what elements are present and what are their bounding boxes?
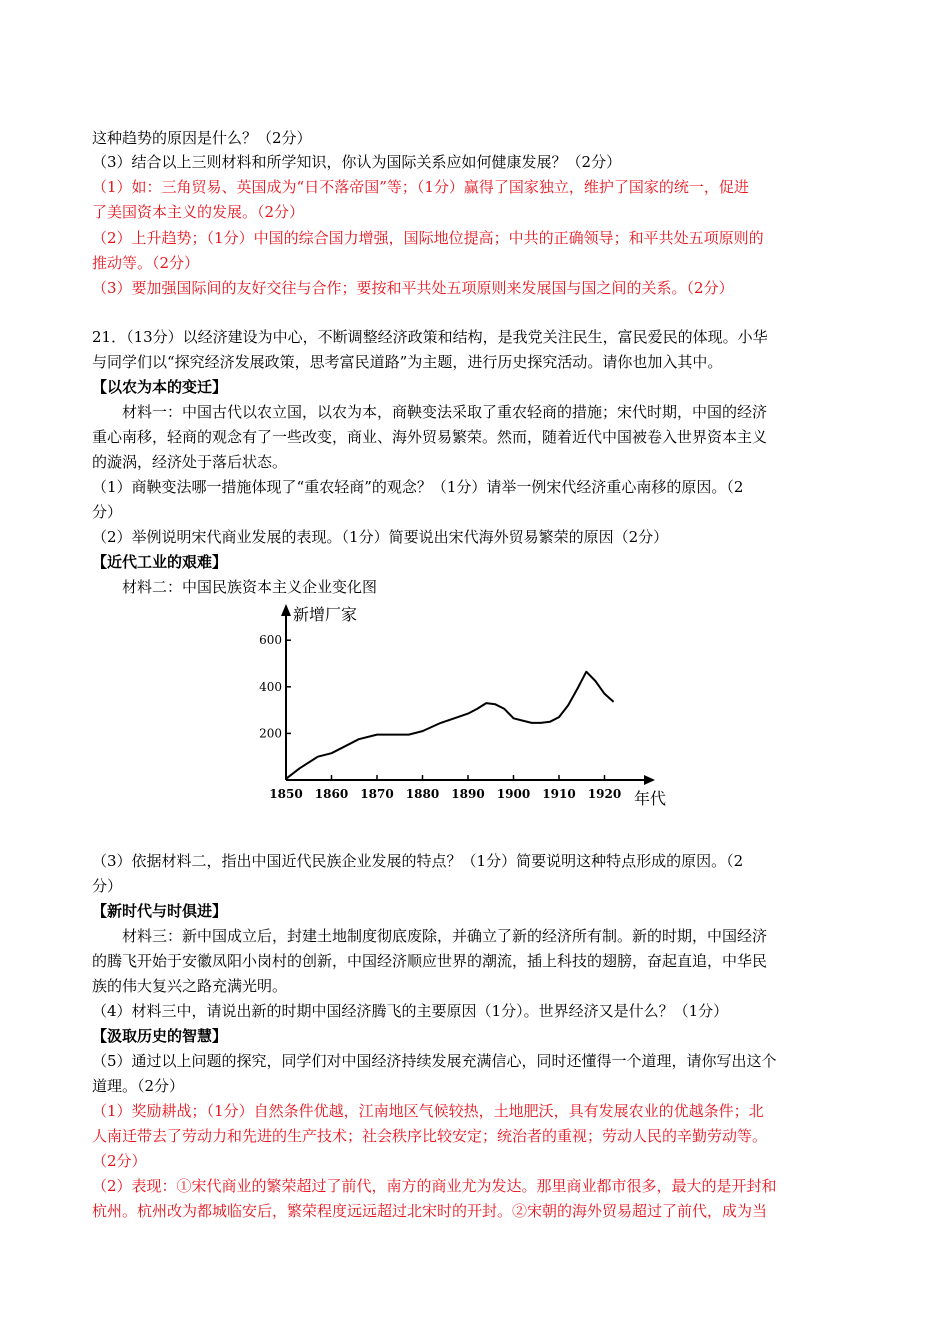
question-line: （3）结合以上三则材料和所学知识，你认为国际关系应如何健康发展？（2分） [92, 153, 622, 171]
material-one: 重心南移，轻商的观念有了一些改变，商业、海外贸易繁荣。然而，随着近代中国被卷入世界资本主义 [92, 428, 768, 446]
question-line: 分） [92, 503, 123, 521]
y-axis-label: 新增厂家 [293, 605, 358, 624]
x-tick-label: 1890 [451, 787, 485, 801]
answer-line: 人南迁带去了劳动力和先进的生产技术；社会秩序比较安定；统治者的重视；劳动人民的辛勤劳动等。 [92, 1127, 768, 1145]
section-heading: 【以农为本的变迁】 [92, 378, 228, 396]
question-line: 这种趋势的原因是什么？（2分） [92, 129, 312, 147]
material-three: 族的伟大复兴之路充满光明。 [92, 977, 288, 995]
question-line: （5）通过以上问题的探究，同学们对中国经济持续发展充满信心，同时还懂得一个道理，请你写出这个 [92, 1052, 777, 1070]
question-line: 分） [92, 877, 123, 895]
x-tick-label: 1880 [405, 787, 440, 801]
section-heading: 【近代工业的艰难】 [92, 553, 228, 571]
answer-line: （2）表现：①宋代商业的繁荣超过了前代，南方的商业尤为发达。那里商业都市很多，最大的是开封和 [92, 1177, 777, 1195]
x-tick-label: 1910 [542, 787, 576, 801]
x-axis-arrow [644, 775, 655, 785]
x-axis-label: 年代 [634, 789, 667, 808]
answer-line: 杭州。杭州改为都城临安后，繁荣程度远远超过北宋时的开封。②宋朝的海外贸易超过了前代，成为当 [92, 1202, 768, 1220]
answer-line: （1）如：三角贸易、英国成为“日不落帝国”等；（1分）赢得了国家独立，维护了国家的统一，促进 [92, 178, 749, 196]
answer-line: （1）奖励耕战；（1分）自然条件优越，江南地区气候较热，土地肥沃，具有发展农业的优越条件；北 [92, 1102, 764, 1120]
answer-line: （3）要加强国际间的友好交往与合作；要按和平共处五项原则来发展国与国之间的关系。（2分） [92, 279, 734, 297]
answer-line: （2）上升趋势；（1分）中国的综合国力增强，国际地位提高；中共的正确领导；和平共处五项原则的 [92, 229, 764, 247]
y-tick-label: 600 [259, 633, 282, 648]
enterprise-change-chart [255, 598, 685, 820]
material-one: 的漩涡，经济处于落后状态。 [92, 453, 288, 471]
question-line: （3）依据材料二，指出中国近代民族企业发展的特点？（1分）简要说明这种特点形成的原因。（2 [92, 852, 744, 870]
material-three: 的腾飞开始于安徽凤阳小岗村的创新，中国经济顺应世界的潮流，插上科技的翅膀，奋起直追，中华民 [92, 952, 768, 970]
y-axis-arrow [281, 604, 291, 616]
question-line: 道理。（2分） [92, 1077, 185, 1095]
answer-line: 推动等。（2分） [92, 254, 200, 272]
section-heading: 【汲取历史的智慧】 [92, 1027, 228, 1045]
x-tick-label: 1920 [587, 787, 622, 801]
y-tick-label: 200 [259, 726, 282, 741]
question-line: （2）举例说明宋代商业发展的表现。（1分）简要说出宋代海外贸易繁荣的原因（2分） [92, 528, 669, 546]
x-tick-label: 1900 [496, 787, 531, 801]
section-heading: 【新时代与时俱进】 [92, 902, 228, 920]
question-line: （1）商鞅变法哪一措施体现了“重农轻商”的观念？（1分）请举一例宋代经济重心南移的原因。（2 [92, 478, 744, 496]
material-one: 材料一：中国古代以农立国，以农为本，商鞅变法采取了重农轻商的措施；宋代时期，中国的经济 [122, 403, 768, 421]
series-line [286, 672, 614, 779]
question-21-intro: 与同学们以“探究经济发展政策，思考富民道路”为主题，进行历史探究活动。请你也加入其中。 [92, 353, 723, 371]
question-line: （4）材料三中，请说出新的时期中国经济腾飞的主要原因（1分）。世界经济又是什么？（1分） [92, 1002, 729, 1020]
answer-line: 了美国资本主义的发展。（2分） [92, 203, 305, 221]
material-three: 材料三：新中国成立后，封建土地制度彻底废除，并确立了新的经济所有制。新的时期，中国经济 [122, 927, 768, 945]
question-21-intro: 21．（13分）以经济建设为中心，不断调整经济政策和结构，是我党关注民生，富民爱民的体现。小华 [92, 328, 768, 346]
x-tick-label: 1850 [269, 787, 303, 801]
x-tick-label: 1860 [314, 787, 349, 801]
y-tick-label: 400 [259, 679, 282, 694]
answer-line: （2分） [92, 1152, 147, 1170]
material-two-caption: 材料二：中国民族资本主义企业变化图 [122, 578, 378, 596]
x-tick-label: 1870 [360, 787, 394, 801]
